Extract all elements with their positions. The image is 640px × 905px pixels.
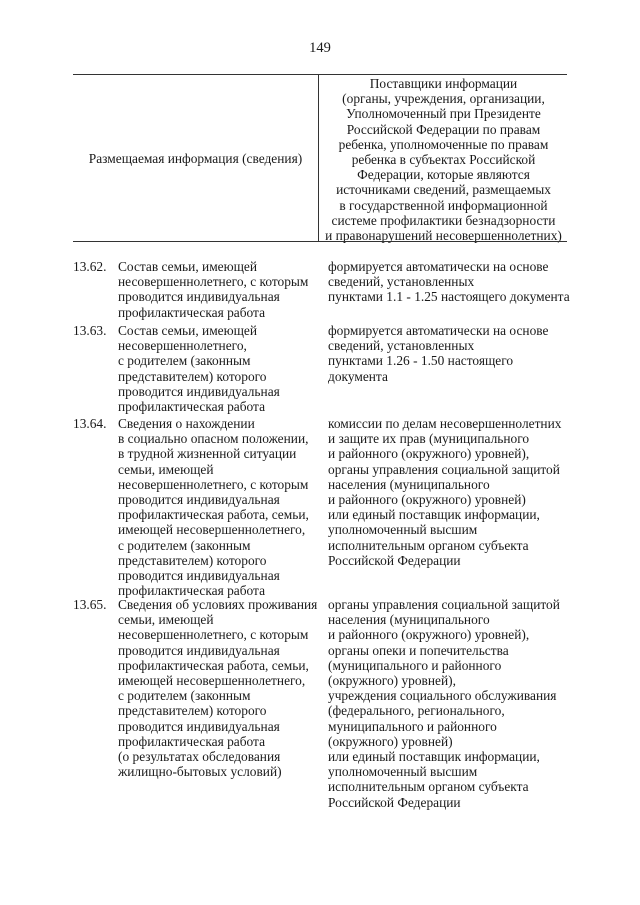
row-number: 13.65. [73,597,107,612]
row-providers: формируется автоматически на основе сведений, установленных пунктами 1.26 - 1.50 настоящего документа [328,323,549,384]
page-number: 149 [309,40,331,56]
row-description: Состав семьи, имеющей несовершеннолетнего, с родителем (законным представителем) которого проводится индивидуальная профилактическая работа [118,323,280,415]
row-providers: органы управления социальной защитой населения (муниципального и районного (окружного) уровней), органы опеки и попечительства (муниципального и районного (окружного) уровней), учреждения социального обслуживания (федерального, регионального, муниципального и районного (окружного) уровней) или единый поставщик информации, уполномоченный высшим исполнительным органом субъекта Российской Федерации [328,597,560,810]
row-number: 13.63. [73,323,107,338]
table-header-bottom-rule [73,241,567,242]
row-providers: комиссии по делам несовершеннолетних и защите их прав (муниципального и районного (окружного) уровней), органы управления социальной защитой населения (муниципального и районного (окружного) уровней) или единый поставщик информации, уполномоченный высшим исполнительным органом субъекта Российской Федерации [328,416,562,568]
row-description: Сведения о нахождении в социально опасном положении, в трудной жизненной ситуации семьи, имеющей несовершеннолетнего, с которым проводится индивидуальная профилактическая работа, семьи, имеющей несовершеннолетнего, с родителем (законным представителем) которого проводится индивидуальная профилактическая работа [118,416,309,599]
row-description: Состав семьи, имеющей несовершеннолетнего, с которым проводится индивидуальная профилактическая работа [118,259,309,320]
row-providers: формируется автоматически на основе сведений, установленных пунктами 1.1 - 1.25 настоящего документа [328,259,570,305]
row-description: Сведения об условиях проживания семьи, имеющей несовершеннолетнего, с которым проводится индивидуальная профилактическая работа, семьи, имеющей несовершеннолетнего, с родителем (законным представителем) которого проводится индивидуальная профилактическая работа (о результатах обследования жилищно-бытовых условий) [118,597,318,780]
table-top-rule [73,74,567,75]
header-information-column: Размещаемая информация (сведения) [88,151,303,166]
header-providers-column: Поставщики информации (органы, учреждения, организации, Уполномоченный при Президенте Российской Федерации по правам ребенка, уполномоченные по правам ребенка в субъектах Российской Федерации, которые являются источниками сведений, размещаемых в государственной информационной системе профилактики безнадзорности и правонарушений несовершеннолетних) [325,76,562,244]
row-number: 13.62. [73,259,107,274]
row-number: 13.64. [73,416,107,431]
header-column-divider [318,75,319,241]
